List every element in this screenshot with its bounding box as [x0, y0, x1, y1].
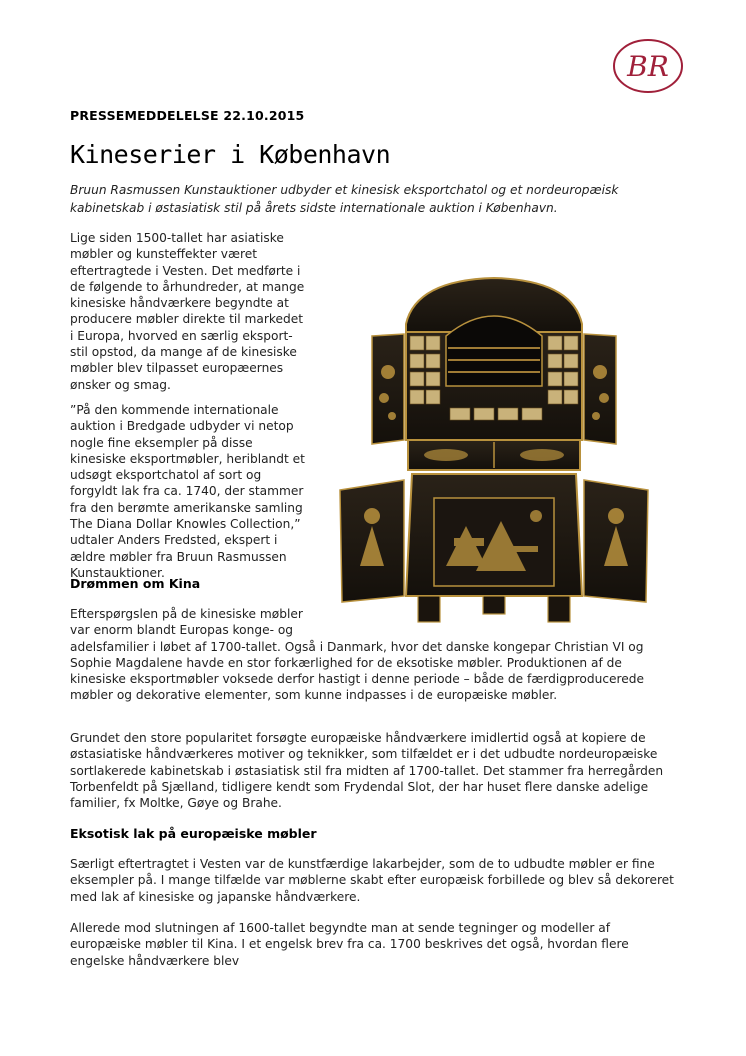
press-release-date: PRESSEMEDDELELSE 22.10.2015: [70, 108, 305, 123]
body-paragraph: Lige siden 1500-tallet har asiatiske møbler og kunsteffekter været eftertragtede i Vesten. Det medførte i de følgende to århundreder, at mange kinesiske håndværkere begyndte at producere møbler direkte til markedet i Europa, hvorved en særlig eksport-stil opstod, da mange af de kinesiske møbler blev tilpasset europæernes ønsker og smag.: [70, 231, 305, 392]
section-heading: Drømmen om Kina: [70, 576, 201, 591]
body-paragraph: ”På den kommende internationale auktion i Bredgade udbyder vi netop nogle fine eksempler på disse kinesiske eksportmøbler, heriblandt et udsøgt eksportchatol af sort og forgyldt lak fra ca. 1740, der stammer fra den berømte amerikanske samling The Diana Dollar Knowles Collection,” udtaler Anders Fredsted, ekspert i ældre møbler fra Bruun Rasmussen Kunstauktioner.: [70, 403, 305, 580]
section-heading: Eksotisk lak på europæiske møbler: [70, 826, 317, 841]
cabinet-photo: [336, 276, 652, 626]
company-logo: [612, 38, 684, 94]
body-paragraph: Særligt eftertragtet i Vesten var de kunstfærdige lakarbejder, som de to udbudte møbler er fine eksempler på. I mange tilfælde var møblerne skabt efter europæisk forbillede og blev så dekoreret med lak af kinesiske og japanske håndværkere.: [70, 857, 674, 904]
page-title: Kineserier i København: [70, 140, 391, 169]
logo-monogram: BR: [627, 50, 669, 83]
body-paragraph: Allerede mod slutningen af 1600-tallet begyndte man at sende tegninger og modeller af europæiske møbler til Kina. I et engelsk brev fra ca. 1700 beskrives det også, hvordan flere engelske håndværkere blev: [70, 921, 629, 968]
lead-paragraph: Bruun Rasmussen Kunstauktioner udbyder et kinesisk eksportchatol og et nordeuropæisk kabinetskab i østasiatisk stil på årets sidste internationale auktion i København.: [70, 183, 619, 215]
body-paragraph: Grundet den store popularitet forsøgte europæiske håndværkere imidlertid også at kopiere de østasiatiske håndværkeres motiver og teknikker, som tilfældet er i det udbudte nordeuropæiske sortlakerede kabinetskab i østasiatisk stil fra midten af 1700-tallet. Det stammer fra herregården Torbenfeldt på Sjælland, tidligere kendt som Frydendal Slot, der har huset flere danske adelige familier, fx Moltke, Gøye og Brahe.: [70, 731, 664, 811]
body-paragraph: Efterspørgslen på de kinesiske møbler var enorm blandt Europas konge- og adelsfamilier i løbet af 1700-tallet. Også i Danmark, hvor det danske kongepar Christian VI og Sophie Magdalene havde en stor forkærlighed for de eksotiske møbler. Produktionen af de kinesiske eksportmøbler voksede derfor hastigt i denne periode – både de færdigproducerede møbler og dekorative elementer, som kunne indpasses i de europæiske møbler.: [70, 607, 645, 703]
